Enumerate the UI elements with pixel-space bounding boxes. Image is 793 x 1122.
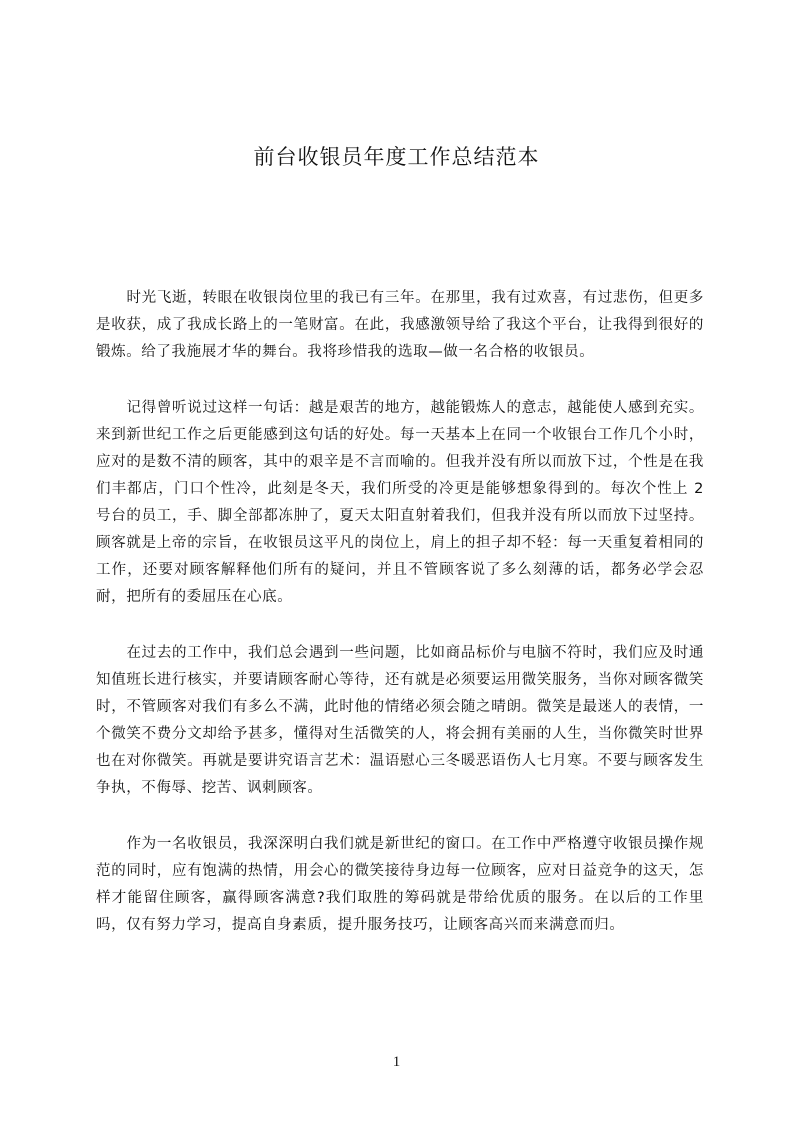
page-number: 1: [392, 1054, 401, 1070]
paragraph-4: 作为一名收银员，我深深明白我们就是新世纪的窗口。在工作中严格遵守收银员操作规范的同时，应有饱满的热情，用会心的微笑接待身边每一位顾客，应对日益竞争的这天，怎样才能留住顾客，赢得顾客满意?我们取胜的筹码就是带给优质的服务。在以后的工作里吗，仅有努力学习，提高自身素质，提升服务技巧，让顾客高兴而来满意而归。: [96, 836, 704, 933]
document-title: 前台收银员年度工作总结范本: [253, 145, 540, 169]
document-body: [96, 285, 704, 968]
paragraph-3: 在过去的工作中，我们总会遇到一些问题，比如商品标价与电脑不符时，我们应及时通知值班长进行核实，并要请顾客耐心等待，还有就是必须要运用微笑服务，当你对顾客微笑时，不管顾客对我们有多么不满，此时他的情绪必须会随之晴朗。微笑是最迷人的表情，一个微笑不费分文却给予甚多，懂得对生活微笑的人，将会拥有美丽的人生，当你微笑时世界也在对你微笑。再就是要讲究语言艺术：温语慰心三冬暖恶语伤人七月寒。不要与顾客发生争执，不侮辱、挖苦、讽刺顾客。: [96, 645, 704, 796]
paragraph-1: 时光飞逝，转眼在收银岗位里的我已有三年。在那里，我有过欢喜，有过悲伤，但更多是收获，成了我成长路上的一笔财富。在此，我感激领导给了我这个平台，让我得到很好的锻炼。给了我施展才华的舞台。我将珍惜我的选取—做一名合格的收银员。: [96, 290, 704, 360]
paragraph-2: 记得曾听说过这样一句话：越是艰苦的地方，越能锻炼人的意志，越能使人感到充实。来到新世纪工作之后更能感到这句话的好处。每一天基本上在同一个收银台工作几个小时，应对的是数不清的顾客，其中的艰辛是不言而喻的。但我并没有所以而放下过，个性是在我们丰都店，门口个性冷，此刻是冬天，我们所受的冷更是能够想象得到的。每次个性上 2 号台的员工，手、脚全部都冻肿了，夏天太阳直射着我们，但我并没有所以而放下过坚持。顾客就是上帝的宗旨，在收银员这平凡的岗位上，肩上的担子却不轻：每一天重复着相同的工作，还要对顾客解释他们所有的疑问，并且不管顾客说了多么刻薄的话，都务必学会忍耐，把所有的委屈压在心底。: [96, 400, 704, 605]
